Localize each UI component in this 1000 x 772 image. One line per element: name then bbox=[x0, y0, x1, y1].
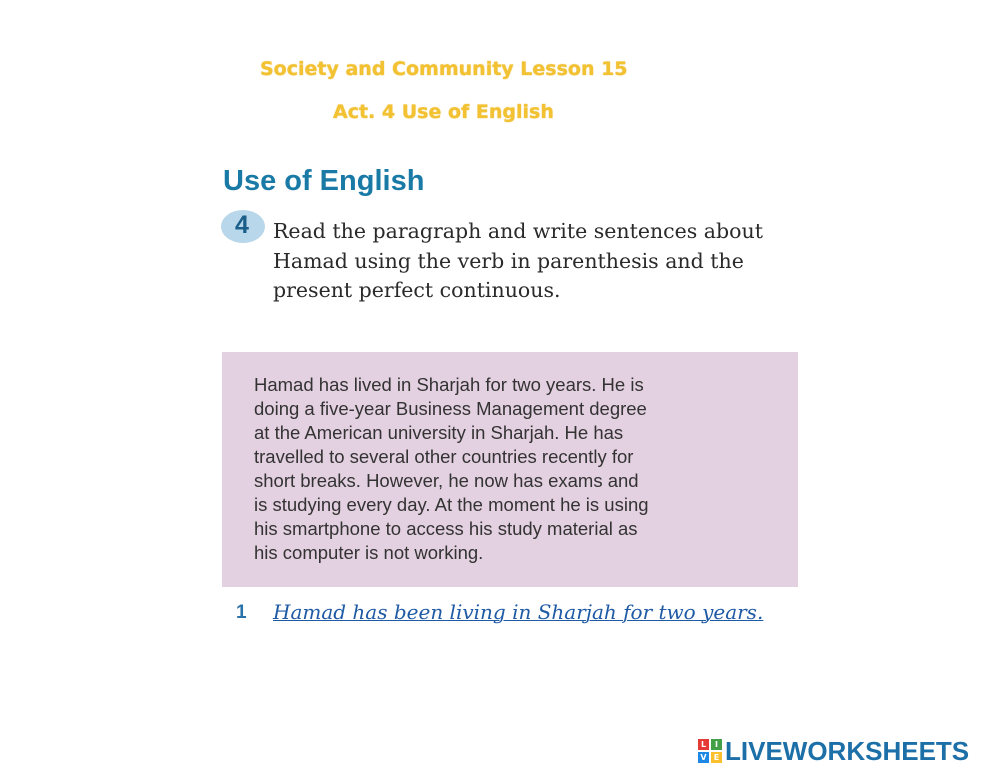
paragraph-line: his smartphone to access his study material as bbox=[254, 518, 638, 539]
logo-letter: I bbox=[711, 739, 722, 750]
example-answer: Hamad has been living in Sharjah for two years. bbox=[273, 600, 764, 624]
section-heading: Use of English bbox=[223, 165, 425, 197]
paragraph-line: doing a five-year Business Management degree bbox=[254, 398, 647, 419]
lesson-title: Society and Community Lesson 15 bbox=[260, 58, 628, 80]
paragraph-line: is studying every day. At the moment he is using bbox=[254, 494, 649, 515]
paragraph-line: short breaks. However, he now has exams and bbox=[254, 470, 639, 491]
logo-letter: L bbox=[698, 739, 709, 750]
logo-letter: E bbox=[711, 752, 722, 763]
exercise-number: 4 bbox=[235, 211, 249, 239]
answer-number: 1 bbox=[236, 602, 247, 623]
logo-letter: V bbox=[698, 752, 709, 763]
paragraph-line: his computer is not working. bbox=[254, 542, 484, 563]
exercise-instruction: Read the paragraph and write sentences about Hamad using the verb in parenthesis and the present perfect continuous. bbox=[273, 219, 763, 302]
activity-title: Act. 4 Use of English bbox=[333, 101, 554, 123]
paragraph-line: Hamad has lived in Sharjah for two years. He is bbox=[254, 374, 644, 395]
liveworksheets-logo-icon bbox=[698, 739, 722, 763]
reading-paragraph bbox=[254, 373, 774, 565]
paragraph-line: at the American university in Sharjah. He has bbox=[254, 422, 624, 443]
paragraph-line: travelled to several other countries recently for bbox=[254, 446, 634, 467]
brand-name: LIVEWORKSHEETS bbox=[725, 735, 970, 766]
exercise-number-badge bbox=[221, 210, 265, 243]
liveworksheets-brand[interactable] bbox=[698, 736, 969, 766]
